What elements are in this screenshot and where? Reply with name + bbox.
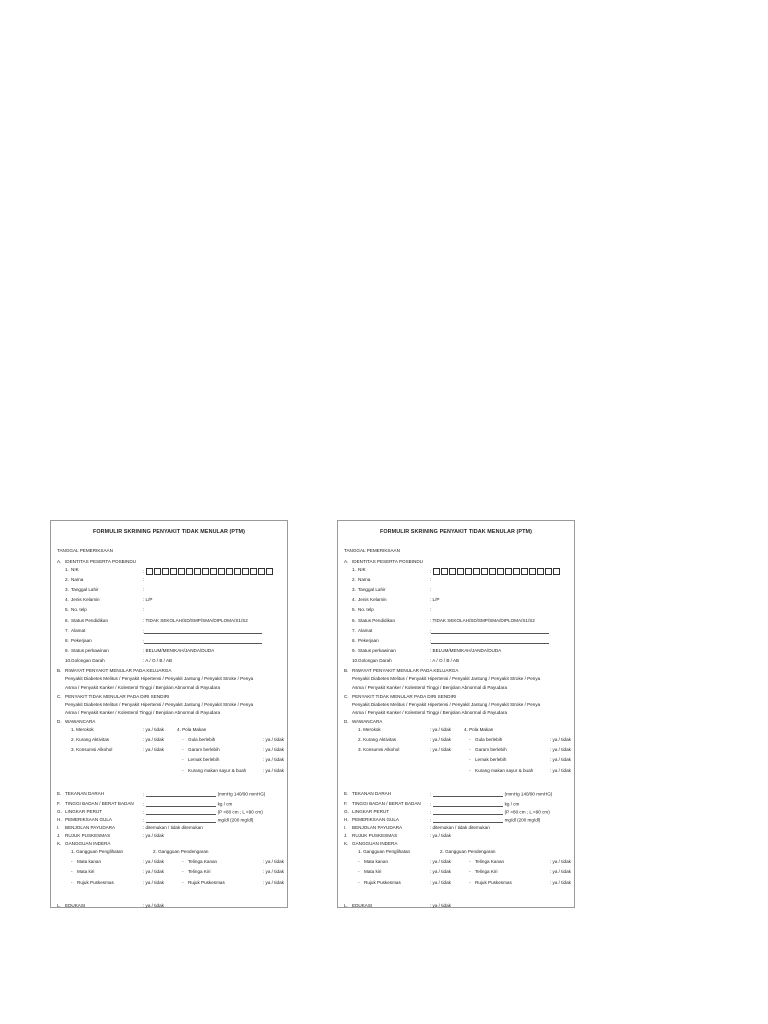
- sense-row-1: - Mata kanan : ya / tidak - Telinga Kanan : ya / tidak: [71, 859, 284, 865]
- sense-row-2: - Mata kiri : ya / tidak - Telinga Kiri : ya / tidak: [358, 869, 571, 875]
- section-a-title: IDENTITAS PESERTA POSBINDU: [65, 558, 136, 564]
- interview-row-2: 2. Kurang Aktivitas : ya / tidak - Gula berlebih : ya / tidak: [358, 737, 571, 743]
- field-golongan-darah: 10. Golongan Darah : A / O / B / AB: [65, 658, 173, 664]
- interview-row-1: 1. Merokok : ya / tidak 4. Pola Makan: [358, 726, 494, 732]
- field-jenis-kelamin: 4. Jenis Kelamin : L/P: [65, 597, 153, 603]
- measure-e: E. TEKANAN DARAH : (mmHg 140/90 mmHG): [57, 790, 266, 797]
- nik-row: 1. NIK :: [57, 568, 281, 578]
- field-tanggal-lahir: 3. Tanggal Lahir :: [352, 586, 432, 592]
- field-nama: 2. Nama :: [65, 576, 145, 582]
- interview-row-3: 3. Konsumsi Alkohol : ya / tidak - Garam berlebih : ya / tidak: [71, 747, 284, 753]
- form-title: FORMULIR SKRINING PENYAKIT TIDAK MENULAR (PTM): [92, 529, 246, 535]
- section-j: J. RUJUK PUSKESMAS : ya / tidak: [344, 832, 451, 838]
- section-k: K. GANGGUAN INDERA: [344, 840, 398, 846]
- section-l: L. EDUKASI : ya / tidak: [57, 902, 164, 908]
- field-status-pendidikan: 6. Status Pendidikan : TIDAK SEKOLAH/SD/SMP/SMA/DIPLOMA/S1/S2: [352, 617, 535, 623]
- section-b-text-2: Asma / Penyakit Kanker / Kolesterol Tinggi / Benjolan Abnormal di Payudara: [65, 685, 220, 691]
- interview-row-1: 1. Merokok : ya / tidak 4. Pola Makan: [71, 726, 207, 732]
- nik-label: NIK: [358, 566, 366, 572]
- section-b-text: Penyakit Diabetes Melitus / Penyakit Hipertensi / Penyakit Jantung / Penyakit Stroke / Penya: [65, 676, 254, 682]
- field-no-telp: 5. No. telp :: [352, 607, 432, 613]
- measure-h: H. PEMERIKSAAN GULA : mg/dl (200 mg/dl): [344, 816, 541, 823]
- diet-row-3: - Lemak berlebih : ya / tidak: [469, 757, 571, 763]
- sense-titles: 1. Gangguan Penglihatan 2. Gangguan Pendengaran: [71, 848, 209, 854]
- date-label: TANGGAL PEMERIKSAAN: [57, 548, 113, 554]
- section-c-text: Penyakit Diabetes Melitus / Penyakit Hipertensi / Penyakit Jantung / Penyakit Stroke / Penya: [352, 701, 541, 707]
- section-c-header: C. PENYAKIT TIDAK MENULAR PADA DIRI SENDIRI: [344, 693, 457, 699]
- sense-row-3: - Rujuk Puskesmas : ya / tidak - Rujuk Puskesmas : ya / tidak: [358, 879, 571, 885]
- section-k: K. GANGGUAN INDERA: [57, 840, 111, 846]
- section-c-text-2: Asma / Penyakit Kanker / Kolesterol Tinggi / Benjolan Abnormal di Payudara: [352, 710, 507, 716]
- measure-g: G. LINGKAR PERUT : (P <80 cm ; L <90 cm): [344, 808, 550, 815]
- form-title: FORMULIR SKRINING PENYAKIT TIDAK MENULAR (PTM): [379, 529, 533, 535]
- field-alamat: 7. Alamat :: [344, 629, 568, 639]
- sense-row-2: - Mata kiri : ya / tidak - Telinga Kiri : ya / tidak: [71, 869, 284, 875]
- measure-f: F. TINGGI BADAN / BERAT BADAN : kg / cm: [57, 800, 233, 807]
- nik-row: 1. NIK :: [344, 568, 568, 578]
- section-c-header: C. PENYAKIT TIDAK MENULAR PADA DIRI SENDIRI: [57, 693, 170, 699]
- section-d-header: D. WAWANCARA: [57, 718, 96, 724]
- section-b-text: Penyakit Diabetes Melitus / Penyakit Hipertensi / Penyakit Jantung / Penyakit Stroke / Penya: [352, 676, 541, 682]
- nik-label: NIK: [71, 566, 79, 572]
- form-sheet-left: [50, 520, 288, 908]
- form-sheet-right: [337, 520, 575, 908]
- section-b-text-2: Asma / Penyakit Kanker / Kolesterol Tinggi / Benjolan Abnormal di Payudara: [352, 685, 507, 691]
- diet-row-3: - Lemak berlebih : ya / tidak: [182, 757, 284, 763]
- section-a-header: A. IDENTITAS PESERTA POSBINDU: [57, 558, 136, 564]
- field-status-perkawinan: 9. Status perkawinan : BELUM/MENIKAH/JANDA/DUDA: [65, 648, 215, 654]
- section-a-title: IDENTITAS PESERTA POSBINDU: [352, 558, 423, 564]
- section-c-text: Penyakit Diabetes Melitus / Penyakit Hipertensi / Penyakit Jantung / Penyakit Stroke / Penya: [65, 701, 254, 707]
- section-c-text-2: Asma / Penyakit Kanker / Kolesterol Tinggi / Benjolan Abnormal di Payudara: [65, 710, 220, 716]
- field-alamat: 7. Alamat :: [57, 629, 281, 639]
- measure-h: H. PEMERIKSAAN GULA : mg/dl (200 mg/dl): [57, 816, 254, 823]
- field-nama: 2. Nama :: [352, 576, 432, 582]
- measure-e: E. TEKANAN DARAH : (mmHg 140/90 mmHG): [344, 790, 553, 797]
- field-status-perkawinan: 9. Status perkawinan : BELUM/MENIKAH/JANDA/DUDA: [352, 648, 502, 654]
- field-status-pendidikan: 6. Status Pendidikan : TIDAK SEKOLAH/SD/SMP/SMA/DIPLOMA/S1/S2: [65, 617, 248, 623]
- section-a-header: A. IDENTITAS PESERTA POSBINDU: [344, 558, 423, 564]
- section-i: I. BENJOLAN PAYUDARA : ditemukan / tidak ditemukan: [57, 824, 203, 830]
- field-jenis-kelamin: 4. Jenis Kelamin : L/P: [352, 597, 440, 603]
- measure-f: F. TINGGI BADAN / BERAT BADAN : kg / cm: [344, 800, 520, 807]
- section-b-header: B. RIWAYAT PENYAKIT MENULAR PADA KELUARGA: [344, 668, 459, 674]
- sense-titles: 1. Gangguan Penglihatan 2. Gangguan Pendengaran: [358, 848, 496, 854]
- diet-row-4: - Kurang makan sayur & buah : ya / tidak: [469, 767, 571, 773]
- sense-row-3: - Rujuk Puskesmas : ya / tidak - Rujuk Puskesmas : ya / tidak: [71, 879, 284, 885]
- section-j: J. RUJUK PUSKESMAS : ya / tidak: [57, 832, 164, 838]
- field-golongan-darah: 10. Golongan Darah : A / O / B / AB: [352, 658, 460, 664]
- nik-boxes[interactable]: :: [143, 568, 274, 575]
- field-tanggal-lahir: 3. Tanggal Lahir :: [65, 586, 145, 592]
- section-b-header: B. RIWAYAT PENYAKIT MENULAR PADA KELUARGA: [57, 668, 172, 674]
- nik-boxes[interactable]: :: [430, 568, 561, 575]
- field-pekerjaan: 8. Pekerjaan :: [57, 639, 281, 649]
- sense-row-1: - Mata kanan : ya / tidak - Telinga Kanan : ya / tidak: [358, 859, 571, 865]
- field-pekerjaan: 8. Pekerjaan :: [344, 639, 568, 649]
- section-i: I. BENJOLAN PAYUDARA : ditemukan / tidak ditemukan: [344, 824, 490, 830]
- section-d-header: D. WAWANCARA: [344, 718, 383, 724]
- section-l: L. EDUKASI : ya / tidak: [344, 902, 451, 908]
- interview-row-2: 2. Kurang Aktivitas : ya / tidak - Gula berlebih : ya / tidak: [71, 737, 284, 743]
- date-label: TANGGAL PEMERIKSAAN: [344, 548, 400, 554]
- measure-g: G. LINGKAR PERUT : (P <80 cm ; L <90 cm): [57, 808, 263, 815]
- interview-row-3: 3. Konsumsi Alkohol : ya / tidak - Garam berlebih : ya / tidak: [358, 747, 571, 753]
- field-no-telp: 5. No. telp :: [65, 607, 145, 613]
- diet-row-4: - Kurang makan sayur & buah : ya / tidak: [182, 767, 284, 773]
